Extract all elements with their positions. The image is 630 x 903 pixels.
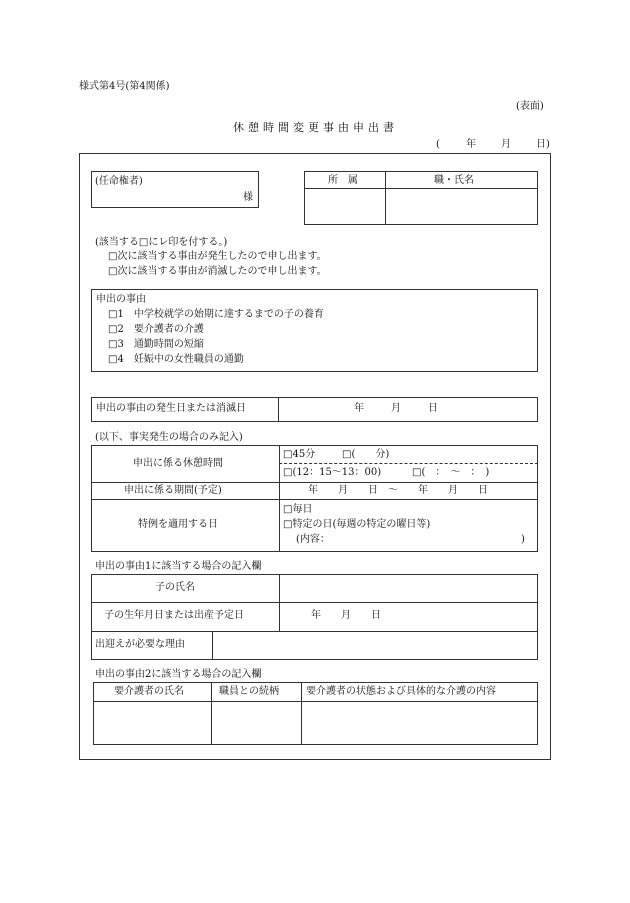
name-input[interactable] (386, 189, 537, 224)
reason-label: 1 中学校就学の始期に達するまでの子の養育 (117, 309, 324, 320)
form-number: 様式第4号(第4関係) (79, 81, 170, 92)
reason-item-1[interactable] (108, 309, 324, 321)
break-opt-label: ( ： ～ ： ) (421, 467, 490, 478)
break-opt-custom-range[interactable] (412, 467, 489, 479)
child-name-input[interactable] (280, 575, 537, 601)
form-title: 休憩時間変更事由申出書 (233, 121, 398, 134)
break-time-label: 申出に係る休憩時間 (133, 458, 223, 469)
care-details-input[interactable] (302, 702, 537, 744)
form-side-label: (表面) (516, 101, 544, 112)
exc-content-label: (内容： (296, 534, 330, 545)
child-name-label: 子の氏名 (155, 582, 195, 593)
instruction-head: (該当する□にレ印を付する。) (95, 237, 228, 248)
occurrence-label: 申出の事由の発生日または消滅日 (96, 403, 246, 414)
occurrence-month: 月 (391, 403, 401, 414)
exception-label: 特例を適用する日 (138, 519, 218, 530)
date-year: 年 (466, 139, 476, 150)
option-ceased-label: 次に該当する事由が消滅したので申し出ます。 (117, 266, 327, 277)
relation-input[interactable] (212, 702, 300, 744)
reason-item-4[interactable] (108, 354, 244, 366)
care-name-col: 要介護者の氏名 (114, 686, 184, 697)
relation-col: 職員との続柄 (219, 686, 279, 697)
fact-section-head: (以下、事実発生の場合のみ記入) (95, 432, 243, 443)
break-opt-label: 45分 (292, 449, 316, 460)
period-input[interactable]: 年 月 日 ～ 年 月 日 (308, 485, 488, 496)
option-occurred-label: 次に該当する事由が発生したので申し出ます。 (117, 251, 327, 262)
reasons-head: 申出の事由 (96, 294, 146, 305)
reason-item-2[interactable] (108, 324, 204, 336)
reason-label: 3 通勤時間の短縮 (117, 339, 204, 350)
reason1-row-divider-1 (91, 602, 538, 603)
break-opt-label: (12：15～13：00) (292, 467, 382, 478)
exc-content-close: ) (521, 534, 525, 545)
break-opt-label: ( 分) (351, 449, 390, 460)
reason-label: 2 要介護者の介護 (117, 324, 204, 335)
break-opt-45[interactable] (283, 449, 315, 461)
reason-label: 4 妊娠中の女性職員の通勤 (117, 354, 244, 365)
date-day: 日) (536, 139, 550, 150)
break-opt-noon[interactable] (283, 467, 381, 479)
occurrence-date-input[interactable] (279, 398, 537, 421)
appointer-label: (任命権者) (95, 176, 143, 187)
break-opt-custom-min[interactable] (342, 449, 389, 461)
exc-content-input[interactable] (338, 533, 518, 546)
care-name-input[interactable] (94, 702, 210, 744)
date-open: ( (436, 139, 440, 150)
option-occurred[interactable] (108, 251, 327, 263)
exc-opt-label: 毎日 (292, 504, 313, 515)
occurrence-year: 年 (354, 403, 364, 414)
care-details-col: 要介護者の状態および具体的な介護の内容 (306, 686, 496, 697)
occurrence-day: 日 (428, 403, 438, 414)
pickup-input[interactable] (213, 632, 537, 659)
option-ceased[interactable] (108, 266, 327, 278)
reason-item-3[interactable] (108, 339, 204, 351)
pickup-label: 出迎えが必要な理由 (95, 639, 185, 650)
break-dash-divider (279, 463, 538, 464)
date-month: 月 (501, 139, 511, 150)
reason1-head: 申出の事由1に該当する場合の記入欄 (95, 561, 262, 572)
exc-opt-label: 特定の日(毎週の特定の曜日等) (292, 519, 431, 530)
birth-label: 子の生年月日または出産予定日 (104, 610, 244, 621)
name-col-label: 職・氏名 (434, 175, 474, 186)
affiliation-col-label: 所 属 (328, 175, 358, 186)
reason2-head: 申出の事由2に該当する場合の記入欄 (95, 669, 262, 680)
fact-row-divider-2 (91, 499, 538, 500)
appointer-suffix: 様 (243, 192, 253, 203)
exc-opt-specific[interactable] (283, 519, 430, 531)
birth-input[interactable]: 年 月 日 (311, 610, 381, 621)
affiliation-input[interactable] (305, 189, 384, 224)
exc-opt-daily[interactable] (283, 504, 312, 516)
period-label: 申出に係る期間(予定) (124, 485, 222, 496)
fact-row-divider-1 (91, 482, 538, 483)
